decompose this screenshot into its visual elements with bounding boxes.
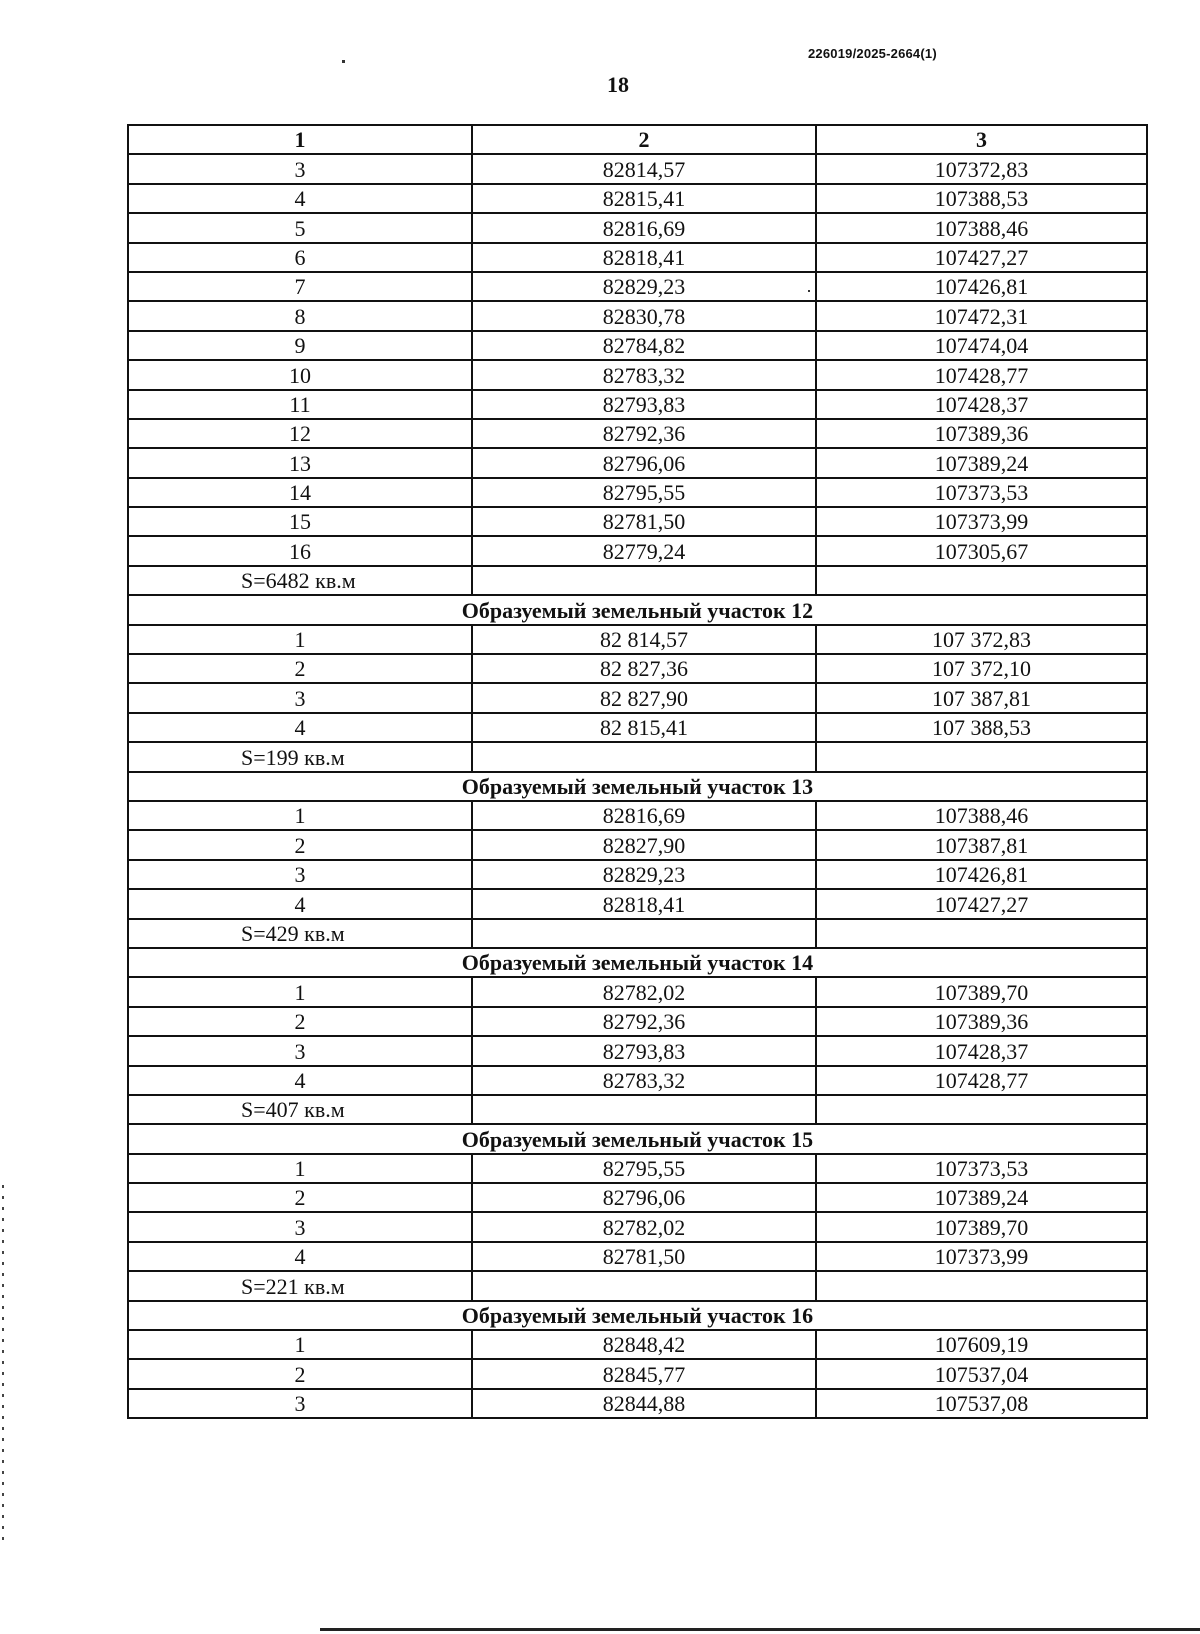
table-row: [128, 1212, 1147, 1241]
y-coordinate-cell: 107389,36: [816, 419, 1147, 448]
empty-cell: [816, 1271, 1147, 1300]
section-header-row: [128, 1301, 1147, 1330]
x-coordinate-cell: 82781,50: [472, 1242, 816, 1271]
point-number-cell: 3: [128, 1212, 472, 1241]
x-coordinate-cell: 82816,69: [472, 801, 816, 830]
point-number-cell: 16: [128, 536, 472, 565]
table-row: [128, 331, 1147, 360]
empty-cell: [472, 1271, 816, 1300]
scan-edge-artifact: [2, 1185, 4, 1545]
y-coordinate-cell: 107389,24: [816, 1183, 1147, 1212]
point-number-cell: 11: [128, 390, 472, 419]
coordinates-table: [127, 124, 1148, 1419]
point-number-cell: 15: [128, 507, 472, 536]
x-coordinate-cell: 82845,77: [472, 1359, 816, 1388]
point-number-cell: 2: [128, 1359, 472, 1388]
x-coordinate-cell: 82795,55: [472, 1154, 816, 1183]
point-number-cell: 3: [128, 154, 472, 183]
y-coordinate-cell: 107388,46: [816, 801, 1147, 830]
x-coordinate-cell: 82796,06: [472, 1183, 816, 1212]
document-registration-number: 226019/2025-2664(1): [808, 46, 937, 61]
x-coordinate-cell: 82779,24: [472, 536, 816, 565]
y-coordinate-cell: 107372,83: [816, 154, 1147, 183]
y-coordinate-cell: 107305,67: [816, 536, 1147, 565]
section-header-row: [128, 595, 1147, 624]
table-row: [128, 713, 1147, 742]
empty-cell: [816, 566, 1147, 595]
x-coordinate-cell: 82 827,36: [472, 654, 816, 683]
y-coordinate-cell: 107 372,10: [816, 654, 1147, 683]
y-coordinate-cell: 107426,81: [816, 860, 1147, 889]
table-row: [128, 1242, 1147, 1271]
point-number-cell: 2: [128, 1007, 472, 1036]
point-number-cell: 4: [128, 713, 472, 742]
area-row: [128, 566, 1147, 595]
area-row: [128, 919, 1147, 948]
scan-artifact-dot: [342, 60, 345, 63]
section-header-row: [128, 1124, 1147, 1153]
point-number-cell: 1: [128, 977, 472, 1006]
y-coordinate-cell: 107389,24: [816, 448, 1147, 477]
point-number-cell: 5: [128, 213, 472, 242]
x-coordinate-cell: 82829,23: [472, 860, 816, 889]
table-row: [128, 419, 1147, 448]
y-coordinate-cell: 107426,81: [816, 272, 1147, 301]
empty-cell: [472, 566, 816, 595]
y-coordinate-cell: 107609,19: [816, 1330, 1147, 1359]
point-number-cell: 1: [128, 801, 472, 830]
empty-cell: [816, 742, 1147, 771]
table-row: [128, 1007, 1147, 1036]
table-row: [128, 390, 1147, 419]
x-coordinate-cell: 82827,90: [472, 830, 816, 859]
x-coordinate-cell: 82829,23: [472, 272, 816, 301]
area-cell: S=407 кв.м: [128, 1095, 472, 1124]
x-coordinate-cell: 82792,36: [472, 419, 816, 448]
point-number-cell: 1: [128, 1330, 472, 1359]
area-cell: S=221 кв.м: [128, 1271, 472, 1300]
point-number-cell: 3: [128, 1389, 472, 1418]
y-coordinate-cell: 107388,46: [816, 213, 1147, 242]
x-coordinate-cell: 82781,50: [472, 507, 816, 536]
table-row: [128, 1154, 1147, 1183]
coordinates-table-body: [128, 125, 1147, 1418]
table-row: [128, 625, 1147, 654]
x-coordinate-cell: 82 815,41: [472, 713, 816, 742]
y-coordinate-cell: 107428,77: [816, 360, 1147, 389]
x-coordinate-cell: 82818,41: [472, 243, 816, 272]
section-title: Образуемый земельный участок 14: [128, 948, 1147, 977]
area-cell: S=199 кв.м: [128, 742, 472, 771]
table-row: [128, 154, 1147, 183]
table-row: [128, 301, 1147, 330]
empty-cell: [816, 1095, 1147, 1124]
area-row: [128, 742, 1147, 771]
area-cell: S=6482 кв.м: [128, 566, 472, 595]
x-coordinate-cell: 82783,32: [472, 360, 816, 389]
x-coordinate-cell: 82 814,57: [472, 625, 816, 654]
x-coordinate-cell: 82782,02: [472, 1212, 816, 1241]
point-number-cell: 9: [128, 331, 472, 360]
y-coordinate-cell: 107 387,81: [816, 683, 1147, 712]
section-title: Образуемый земельный участок 13: [128, 772, 1147, 801]
y-coordinate-cell: 107537,08: [816, 1389, 1147, 1418]
x-coordinate-cell: 82793,83: [472, 1036, 816, 1065]
x-coordinate-cell: 82 827,90: [472, 683, 816, 712]
y-coordinate-cell: 107388,53: [816, 184, 1147, 213]
x-coordinate-cell: 82816,69: [472, 213, 816, 242]
y-coordinate-cell: 107373,53: [816, 1154, 1147, 1183]
x-coordinate-cell: 82830,78: [472, 301, 816, 330]
empty-cell: [472, 919, 816, 948]
point-number-cell: 1: [128, 1154, 472, 1183]
area-row: [128, 1271, 1147, 1300]
x-coordinate-cell: 82783,32: [472, 1066, 816, 1095]
point-number-cell: 2: [128, 654, 472, 683]
point-number-cell: 4: [128, 184, 472, 213]
section-title: Образуемый земельный участок 16: [128, 1301, 1147, 1330]
point-number-cell: 12: [128, 419, 472, 448]
table-row: [128, 184, 1147, 213]
point-number-cell: 13: [128, 448, 472, 477]
empty-cell: [472, 1095, 816, 1124]
y-coordinate-cell: 107428,37: [816, 1036, 1147, 1065]
point-number-cell: 1: [128, 625, 472, 654]
point-number-cell: 2: [128, 1183, 472, 1212]
table-row: [128, 683, 1147, 712]
point-number-cell: 8: [128, 301, 472, 330]
x-coordinate-cell: 82818,41: [472, 889, 816, 918]
x-coordinate-cell: 82784,82: [472, 331, 816, 360]
y-coordinate-cell: 107 388,53: [816, 713, 1147, 742]
x-coordinate-cell: 82795,55: [472, 478, 816, 507]
x-coordinate-cell: 82793,83: [472, 390, 816, 419]
y-coordinate-cell: 107 372,83: [816, 625, 1147, 654]
page-number: 18: [607, 72, 629, 97]
table-row: [128, 860, 1147, 889]
y-coordinate-cell: 107373,53: [816, 478, 1147, 507]
y-coordinate-cell: 107427,27: [816, 243, 1147, 272]
x-coordinate-cell: 82844,88: [472, 1389, 816, 1418]
table-row: [128, 536, 1147, 565]
x-coordinate-cell: 82815,41: [472, 184, 816, 213]
section-title: Образуемый земельный участок 15: [128, 1124, 1147, 1153]
y-coordinate-cell: 107472,31: [816, 301, 1147, 330]
table-row: [128, 1066, 1147, 1095]
scan-bottom-edge-line: [320, 1628, 1200, 1631]
y-coordinate-cell: 107389,70: [816, 1212, 1147, 1241]
point-number-cell: 3: [128, 1036, 472, 1065]
table-row: [128, 1183, 1147, 1212]
point-number-cell: 3: [128, 683, 472, 712]
point-number-cell: 3: [128, 860, 472, 889]
point-number-cell: 6: [128, 243, 472, 272]
table-row: [128, 801, 1147, 830]
y-coordinate-cell: 107389,36: [816, 1007, 1147, 1036]
empty-cell: [472, 742, 816, 771]
y-coordinate-cell: 107427,27: [816, 889, 1147, 918]
table-row: [128, 243, 1147, 272]
table-row: [128, 889, 1147, 918]
table-row: [128, 977, 1147, 1006]
point-number-cell: 4: [128, 1242, 472, 1271]
column-header-1: 1: [128, 125, 472, 154]
table-row: [128, 448, 1147, 477]
point-number-cell: 14: [128, 478, 472, 507]
section-header-row: [128, 772, 1147, 801]
x-coordinate-cell: 82814,57: [472, 154, 816, 183]
table-row: [128, 272, 1147, 301]
y-coordinate-cell: 107428,77: [816, 1066, 1147, 1095]
table-header-row: [128, 125, 1147, 154]
section-title: Образуемый земельный участок 12: [128, 595, 1147, 624]
area-cell: S=429 кв.м: [128, 919, 472, 948]
x-coordinate-cell: 82848,42: [472, 1330, 816, 1359]
x-coordinate-cell: 82796,06: [472, 448, 816, 477]
point-number-cell: 4: [128, 1066, 472, 1095]
table-row: [128, 1036, 1147, 1065]
x-coordinate-cell: 82792,36: [472, 1007, 816, 1036]
point-number-cell: 7: [128, 272, 472, 301]
column-header-3: 3: [816, 125, 1147, 154]
table-row: [128, 1330, 1147, 1359]
table-row: [128, 830, 1147, 859]
table-row: [128, 360, 1147, 389]
column-header-2: 2: [472, 125, 816, 154]
y-coordinate-cell: 107428,37: [816, 390, 1147, 419]
table-row: [128, 507, 1147, 536]
point-number-cell: 10: [128, 360, 472, 389]
table-row: [128, 1389, 1147, 1418]
point-number-cell: 2: [128, 830, 472, 859]
y-coordinate-cell: 107373,99: [816, 1242, 1147, 1271]
y-coordinate-cell: 107537,04: [816, 1359, 1147, 1388]
table-row: [128, 213, 1147, 242]
section-header-row: [128, 948, 1147, 977]
table-row: [128, 1359, 1147, 1388]
table-row: [128, 478, 1147, 507]
y-coordinate-cell: 107387,81: [816, 830, 1147, 859]
y-coordinate-cell: 107373,99: [816, 507, 1147, 536]
table-row: [128, 654, 1147, 683]
empty-cell: [816, 919, 1147, 948]
y-coordinate-cell: 107389,70: [816, 977, 1147, 1006]
point-number-cell: 4: [128, 889, 472, 918]
area-row: [128, 1095, 1147, 1124]
y-coordinate-cell: 107474,04: [816, 331, 1147, 360]
x-coordinate-cell: 82782,02: [472, 977, 816, 1006]
